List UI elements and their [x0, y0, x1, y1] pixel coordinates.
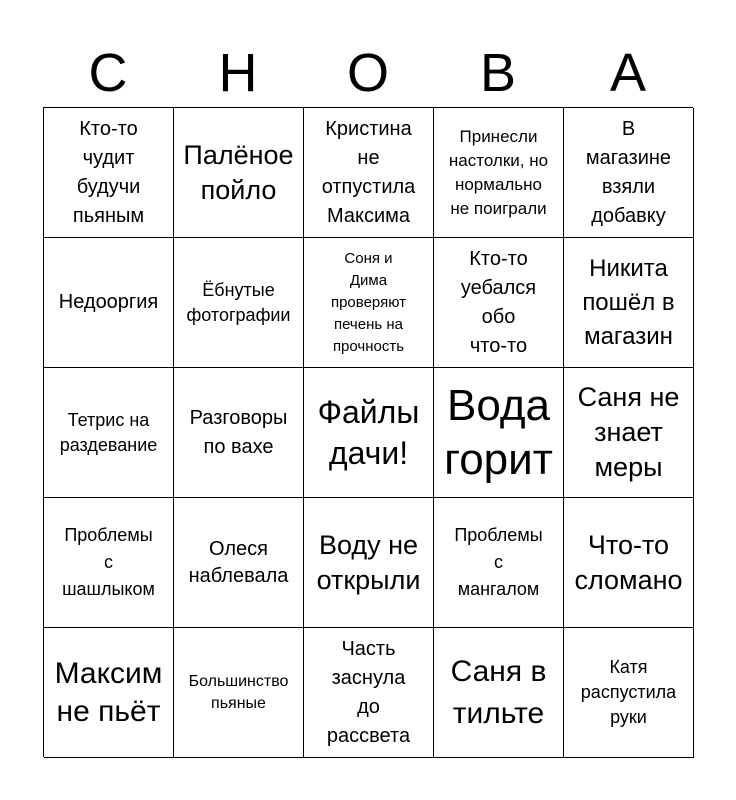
- bingo-cell[interactable]: [44, 368, 174, 498]
- header-letter: С: [88, 43, 128, 103]
- bingo-cell-text: Недооргия: [58, 291, 159, 313]
- bingo-cell[interactable]: [44, 628, 174, 758]
- bingo-cell[interactable]: [564, 108, 694, 238]
- bingo-cell-text: Кто-то чудит будучи пьяным: [72, 117, 145, 227]
- bingo-cell[interactable]: [304, 498, 434, 628]
- bingo-cell-text: Большинство пьяные: [188, 672, 289, 712]
- bingo-cell-text: Проблемы с мангалом: [454, 525, 543, 599]
- header-letter: А: [609, 43, 647, 103]
- bingo-header: [43, 38, 693, 108]
- bingo-cell[interactable]: [564, 628, 694, 758]
- bingo-cell-text: Олеся наблевала: [188, 537, 289, 587]
- bingo-cell[interactable]: [304, 368, 434, 498]
- bingo-cell-text: Саня в тильте: [450, 654, 547, 730]
- bingo-cell[interactable]: [44, 498, 174, 628]
- bingo-cell-text: Соня и Дима проверяют печень на прочность: [330, 249, 407, 355]
- bingo-cell-text: Ёбнутые фотографии: [186, 279, 291, 325]
- bingo-cell-text: Никита пошёл в магазин: [582, 254, 675, 350]
- bingo-cell-text: Воду не открыли: [316, 529, 421, 595]
- bingo-cell[interactable]: [304, 108, 434, 238]
- bingo-cell-text: Проблемы с шашлыком: [62, 525, 155, 599]
- bingo-cell[interactable]: [564, 498, 694, 628]
- bingo-cell[interactable]: [564, 368, 694, 498]
- bingo-cell-text: Палёное пойло: [183, 139, 294, 205]
- header-letter: Н: [218, 43, 258, 103]
- bingo-cell-text: Часть заснула до рассвета: [326, 637, 411, 747]
- bingo-cell-text: Катя распустила руки: [580, 657, 677, 727]
- bingo-cell[interactable]: [304, 628, 434, 758]
- bingo-cell-text: Кто-то уебался обо что-то: [460, 247, 537, 357]
- bingo-cell[interactable]: [434, 498, 564, 628]
- bingo-cell[interactable]: [434, 628, 564, 758]
- bingo-cell[interactable]: [434, 238, 564, 368]
- header-letter: О: [346, 43, 389, 103]
- bingo-cell[interactable]: [174, 238, 304, 368]
- bingo-cell-text: Кристина не отпустила Максима: [321, 117, 416, 227]
- header-letter: В: [479, 43, 517, 103]
- bingo-cell[interactable]: [434, 368, 564, 498]
- bingo-cell-text: Вода горит: [444, 380, 553, 484]
- bingo-cell-text: Что-то сломано: [574, 529, 683, 595]
- bingo-cell[interactable]: [304, 238, 434, 368]
- bingo-cell[interactable]: [564, 238, 694, 368]
- bingo-cell-text: Максим не пьёт: [54, 656, 163, 728]
- bingo-cell[interactable]: [44, 108, 174, 238]
- bingo-cell-text: Файлы дачи!: [317, 393, 420, 471]
- bingo-cell-text: В магазине взяли добавку: [585, 117, 672, 227]
- bingo-cell[interactable]: [174, 628, 304, 758]
- bingo-cell[interactable]: [434, 108, 564, 238]
- bingo-cell[interactable]: [174, 108, 304, 238]
- bingo-cell[interactable]: [44, 238, 174, 368]
- bingo-cell-text: Тетрис на раздевание: [59, 409, 158, 455]
- bingo-cell[interactable]: [174, 498, 304, 628]
- bingo-cell-text: Разговоры по вахе: [189, 406, 288, 458]
- bingo-cell-text: Принесли настолки, но нормально не поиграли: [448, 126, 549, 218]
- bingo-cell[interactable]: [174, 368, 304, 498]
- bingo-card-grid: [43, 107, 693, 757]
- bingo-cell-text: Саня не знает меры: [577, 382, 680, 482]
